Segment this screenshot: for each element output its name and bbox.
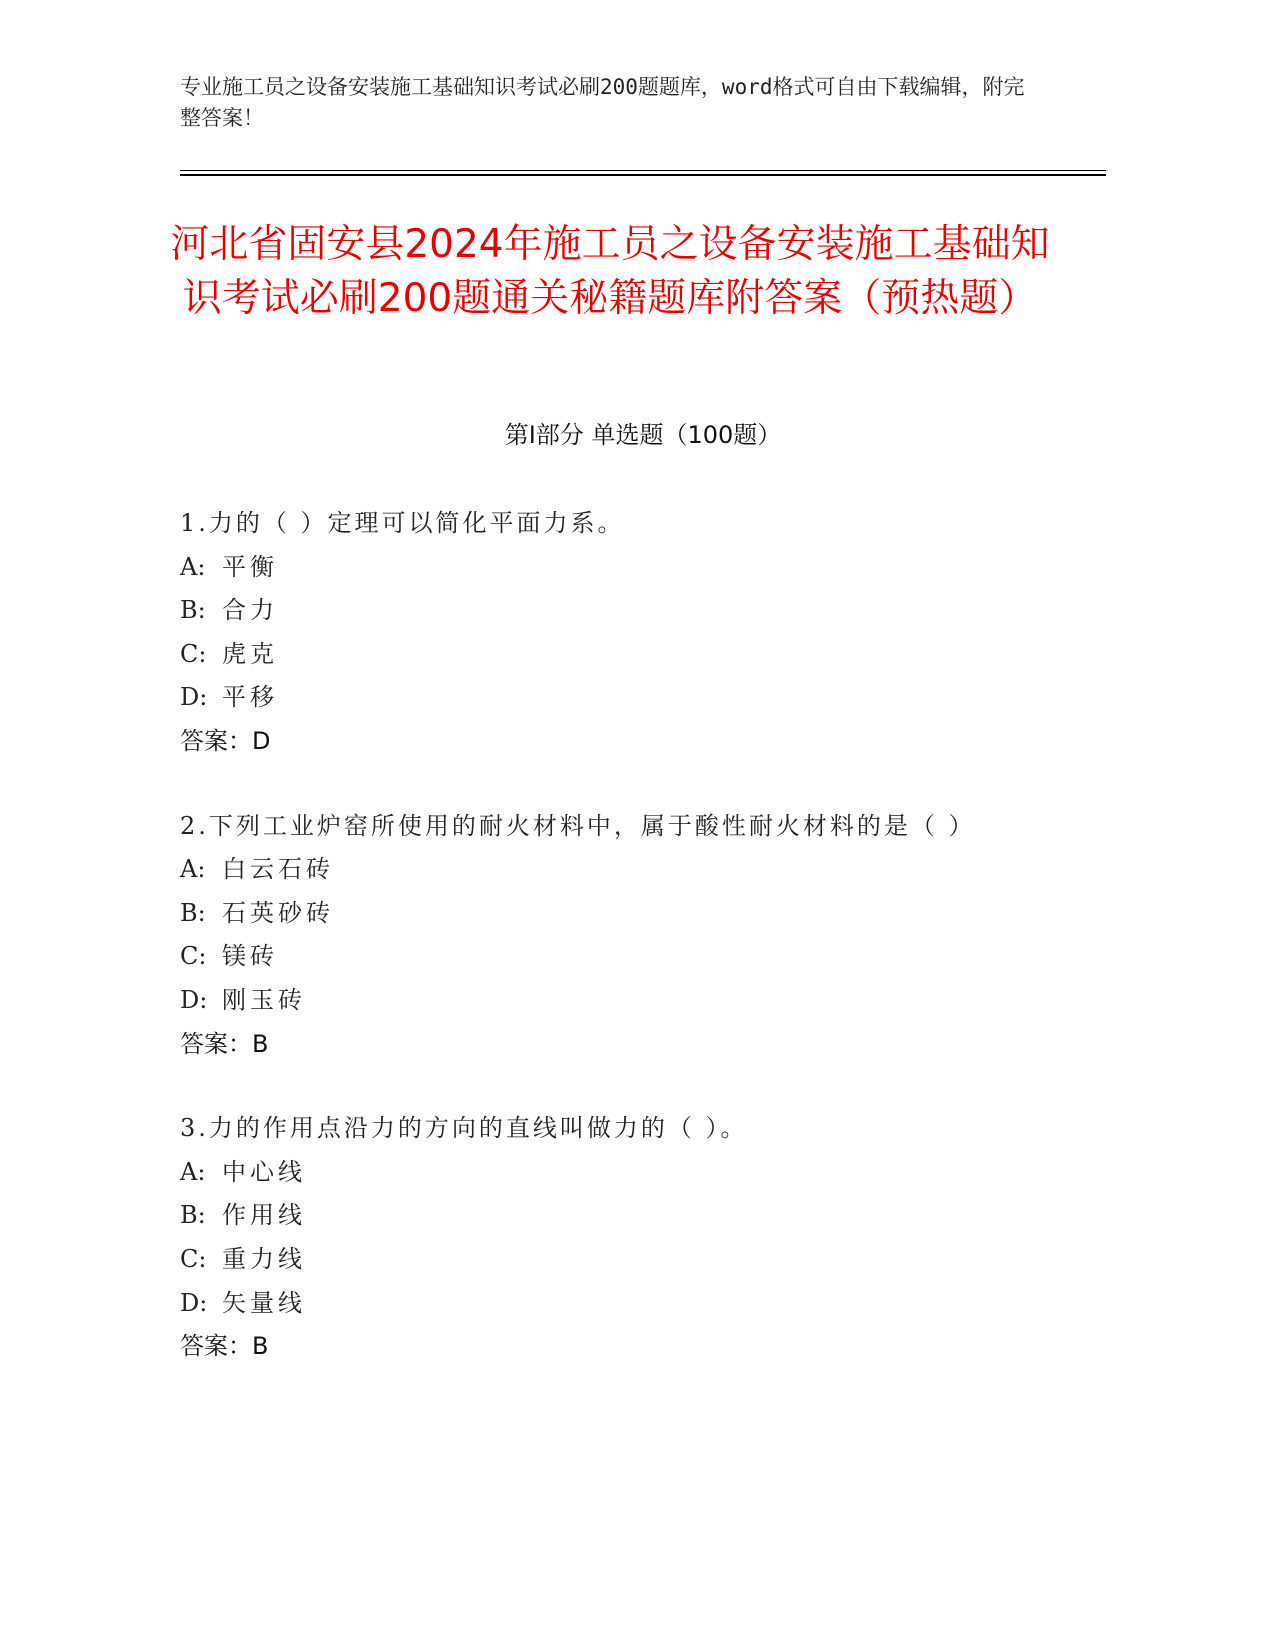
document-title: 河北省固安县2024年施工员之设备安装施工基础知识考试必刷200题通关秘籍题库附答案（预热题） bbox=[170, 222, 1050, 321]
option-letter: C: bbox=[180, 942, 207, 971]
option-text: 刚玉砖 bbox=[222, 985, 306, 1014]
question-3 bbox=[180, 1107, 1106, 1369]
option-b bbox=[180, 589, 1106, 633]
option-d bbox=[180, 676, 1106, 720]
option-text: 作用线 bbox=[222, 1201, 306, 1230]
option-d bbox=[180, 979, 1106, 1023]
question-1 bbox=[180, 502, 1106, 764]
option-text: 平衡 bbox=[222, 552, 278, 581]
question-stem: 2.下列工业炉窑所使用的耐火材料中，属于酸性耐火材料的是（ ） bbox=[180, 811, 976, 840]
option-text: 中心线 bbox=[222, 1157, 306, 1186]
section-title: 第Ⅰ部分 单选题（100题） bbox=[504, 421, 782, 449]
option-letter: D: bbox=[180, 1288, 208, 1317]
option-letter: C: bbox=[180, 1244, 207, 1273]
header-divider-thin bbox=[180, 170, 1106, 171]
option-letter: A: bbox=[180, 855, 206, 884]
header-divider-thick bbox=[180, 174, 1106, 176]
option-b bbox=[180, 1194, 1106, 1238]
option-letter: C: bbox=[180, 639, 207, 668]
option-text: 矢量线 bbox=[222, 1288, 306, 1317]
answer-line: 答案：D bbox=[180, 726, 271, 755]
option-letter: B: bbox=[180, 596, 206, 625]
option-text: 镁砖 bbox=[222, 942, 278, 971]
option-letter: A: bbox=[180, 1157, 206, 1186]
option-text: 平移 bbox=[222, 683, 278, 712]
option-text: 合力 bbox=[222, 596, 278, 625]
option-d bbox=[180, 1282, 1106, 1326]
option-b bbox=[180, 892, 1106, 936]
option-text: 石英砂砖 bbox=[222, 898, 334, 927]
question-list bbox=[180, 502, 1106, 1410]
option-letter: D: bbox=[180, 683, 208, 712]
option-a bbox=[180, 546, 1106, 590]
option-letter: D: bbox=[180, 985, 208, 1014]
option-a bbox=[180, 1151, 1106, 1195]
option-c bbox=[180, 935, 1106, 979]
header-note: 专业施工员之设备安装施工基础知识考试必刷200题题库，word格式可自由下载编辑，附完整答案！ bbox=[180, 75, 1025, 130]
option-letter: A: bbox=[180, 552, 206, 581]
answer-line: 答案：B bbox=[180, 1029, 269, 1058]
option-text: 虎克 bbox=[222, 639, 278, 668]
option-c bbox=[180, 633, 1106, 677]
question-stem: 3.力的作用点沿力的方向的直线叫做力的（ ）。 bbox=[180, 1114, 748, 1143]
option-text: 重力线 bbox=[222, 1244, 306, 1273]
answer-line: 答案：B bbox=[180, 1332, 269, 1361]
option-letter: B: bbox=[180, 1201, 206, 1230]
option-text: 白云石砖 bbox=[222, 855, 334, 884]
option-a bbox=[180, 848, 1106, 892]
option-letter: B: bbox=[180, 898, 206, 927]
question-2 bbox=[180, 805, 1106, 1067]
question-stem: 1.力的（ ）定理可以简化平面力系。 bbox=[180, 509, 625, 537]
option-c bbox=[180, 1238, 1106, 1282]
